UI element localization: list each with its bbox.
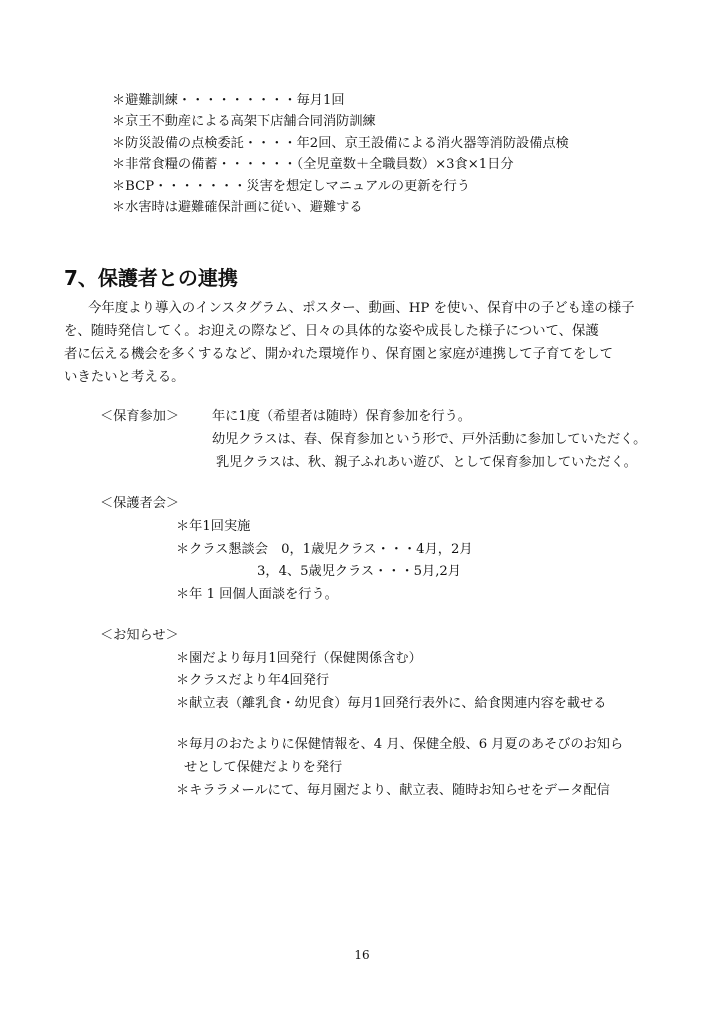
meeting-line: 3，4、5歳児クラス・・・5月,2月: [257, 564, 461, 579]
safety-item: ＊京王不動産による高架下店舗合同消防訓練: [112, 114, 376, 129]
section-heading: 7、保護者との連携: [64, 266, 238, 290]
safety-item: ＊水害時は避難確保計画に従い、避難する: [112, 200, 363, 215]
participation-line: 年に1度（希望者は随時）保育参加を行う。: [212, 409, 471, 424]
notices-line: ＊園だより毎月1回発行（保健関係含む）: [176, 651, 422, 666]
notices-label: ＜お知らせ＞: [100, 628, 179, 643]
safety-item: ＊非常食糧の備蓄・・・・・・（全児童数＋全職員数）×3食×1日分: [112, 157, 514, 172]
safety-item: ＊避難訓練・・・・・・・・・毎月1回: [112, 93, 345, 108]
page-number: 16: [354, 948, 370, 962]
section-paragraph-line: 者に伝える機会を多くするなど、開かれた環境作り、保育園と家庭が連携して子育てをして: [64, 347, 614, 362]
notices-line: ＊毎月のおたよりに保健情報を、4 月、保健全般、6 月夏のあそびのお知ら: [176, 737, 624, 752]
safety-item: ＊BCP・・・・・・・災害を想定しマニュアルの更新を行う: [112, 179, 471, 194]
meeting-line: ＊クラス懇談会 0，1歳児クラス・・・4月，2月: [176, 542, 473, 557]
participation-label: ＜保育参加＞: [100, 409, 180, 424]
meeting-label: ＜保護者会＞: [100, 496, 180, 511]
notices-line: ＊キララメールにて、毎月園だより、献立表、随時お知らせをデータ配信: [176, 783, 610, 798]
section-paragraph-line: いきたいと考える。: [64, 370, 185, 385]
section-paragraph-line: 今年度より導入のインスタグラム、ポスター、動画、HP を使い、保育中の子ども達の様子: [88, 301, 635, 316]
participation-line: 乳児クラスは、秋、親子ふれあい遊び、として保育参加していただく。: [216, 455, 637, 470]
notices-line: ＊献立表（離乳食・幼児食）毎月1回発行表外に、給食関連内容を載せる: [176, 696, 607, 711]
meeting-line: ＊年1回実施: [176, 519, 251, 534]
section-paragraph-line: を、随時発信してく。お迎えの際など、日々の具体的な姿や成長した様子について、保護: [64, 324, 599, 339]
notices-line: せとして保健だよりを発行: [184, 760, 343, 775]
notices-line: ＊クラスだより年4回発行: [176, 673, 330, 688]
meeting-line: ＊年 1 回個人面談を行う。: [176, 587, 338, 602]
safety-item: ＊防災設備の点検委託・・・・年2回、京王設備による消火器等消防設備点検: [112, 136, 569, 151]
participation-line: 幼児クラスは、春、保育参加という形で、戸外活動に参加していただく。: [212, 432, 647, 447]
